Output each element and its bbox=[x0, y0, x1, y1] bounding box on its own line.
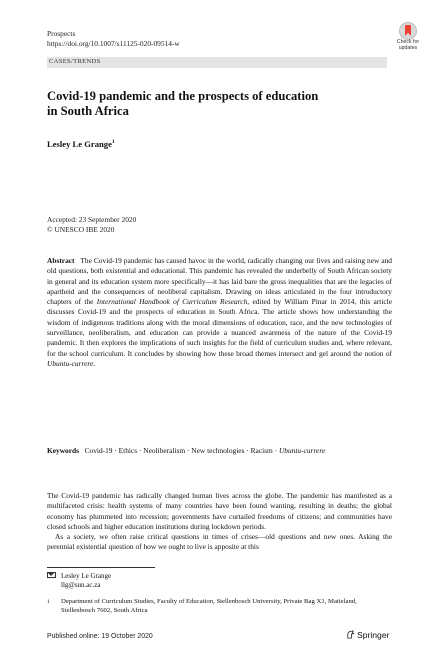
publisher-name: Springer bbox=[357, 630, 390, 640]
article-title bbox=[47, 89, 377, 119]
title-line-2: in South Africa bbox=[47, 104, 129, 118]
abstract-text-2: , edited by William Pinar in 2014, this article discusses Covid-19 and the prospects of education in South Africa. The article shows how understanding the wisdom of indigenous traditions along with the moral dimensions of education, race, and the new technologies of surveillance, neoliberalism, and education can provide a nuanced awareness of the nature of the Covid-19 pandemic. It then explores the implications of such insights for the field of curriculum studies and, where relevant, for the school curriculum. It concludes by showing how these broad themes intersect and gel around the notion of bbox=[47, 297, 392, 358]
author-affil-ref: 1 bbox=[111, 139, 115, 146]
abstract-label: Abstract bbox=[47, 256, 75, 265]
journal-header bbox=[47, 29, 180, 48]
footnote-rule bbox=[47, 567, 155, 568]
publisher-logo bbox=[346, 630, 389, 640]
abstract bbox=[47, 256, 392, 369]
abstract-text-end: . bbox=[93, 358, 96, 368]
author-line bbox=[47, 139, 115, 149]
journal-name: Prospects bbox=[47, 29, 76, 38]
section-label: CASES/TRENDS bbox=[49, 58, 101, 65]
keywords bbox=[47, 446, 392, 456]
keywords-label: Keywords bbox=[47, 446, 80, 455]
envelope-icon bbox=[47, 572, 56, 578]
title-line-1: Covid-19 pandemic and the prospects of education bbox=[47, 89, 319, 103]
body-paragraph-2: As a society, we often raise critical questions in times of crises—old questions and new ones. Asking the perennial existential question of how we ought to live is apposite at this bbox=[47, 532, 392, 552]
abstract-text-1: The Covid-19 pandemic has caused havoc in the world, radically changing our lives and raising new and old questions, both existential and educational. This pandemic has revealed the underbelly of South African society in general and its education system more specifically—it has laid bare the gross inequalities that are the legacies of apartheid and the consequences of neoliberal capitalism. Drawing on ideas articulated in the four introductory chapters of the bbox=[47, 256, 393, 307]
contact-footnote bbox=[47, 572, 111, 591]
doi-link[interactable]: https://doi.org/10.1007/s11125-020-09514-w bbox=[47, 38, 180, 48]
body-paragraph-1: The Covid-19 pandemic has radically changed human lives across the globe. The pandemic has manifested as a multifaceted crisis: health systems of many countries have been found wanting, resulting in deaths; the global economy has plummeted into recession; governments have curtailed freedoms of citizens; and communities have closed schools and higher education institutions during lockdown periods. bbox=[47, 491, 392, 531]
copyright-line: © UNESCO IBE 2020 bbox=[47, 224, 115, 234]
contact-email[interactable]: llg@sun.ac.za bbox=[61, 581, 101, 590]
ubuntu-currere-term: Ubuntu-currere bbox=[47, 358, 94, 368]
article-dates bbox=[47, 215, 136, 234]
keyword-last: Ubuntu-currere bbox=[278, 446, 326, 455]
crossmark-badge[interactable] bbox=[393, 22, 423, 56]
accepted-date: Accepted: 23 September 2020 bbox=[47, 215, 137, 224]
crossmark-label: Check for updates bbox=[396, 39, 420, 51]
author-name[interactable]: Lesley Le Grange bbox=[47, 139, 112, 149]
body-text bbox=[47, 491, 392, 553]
contact-name: Lesley Le Grange bbox=[61, 572, 112, 580]
keywords-list: Covid-19 · Ethics · Neoliberalism · New technologies · Racism · bbox=[84, 446, 279, 455]
published-date: Published online: 19 October 2020 bbox=[47, 633, 153, 640]
handbook-title: International Handbook of Curriculum Research bbox=[96, 297, 248, 307]
affiliation-footnote bbox=[47, 598, 392, 616]
springer-horse-icon bbox=[346, 630, 355, 639]
affiliation-text: Department of Curriculum Studies, Faculty of Education, Stellenbosch University, Private Bag X1, Matieland, Stellenbosch 7602, South Africa bbox=[61, 598, 357, 614]
affiliation-number: 1 bbox=[47, 599, 50, 605]
